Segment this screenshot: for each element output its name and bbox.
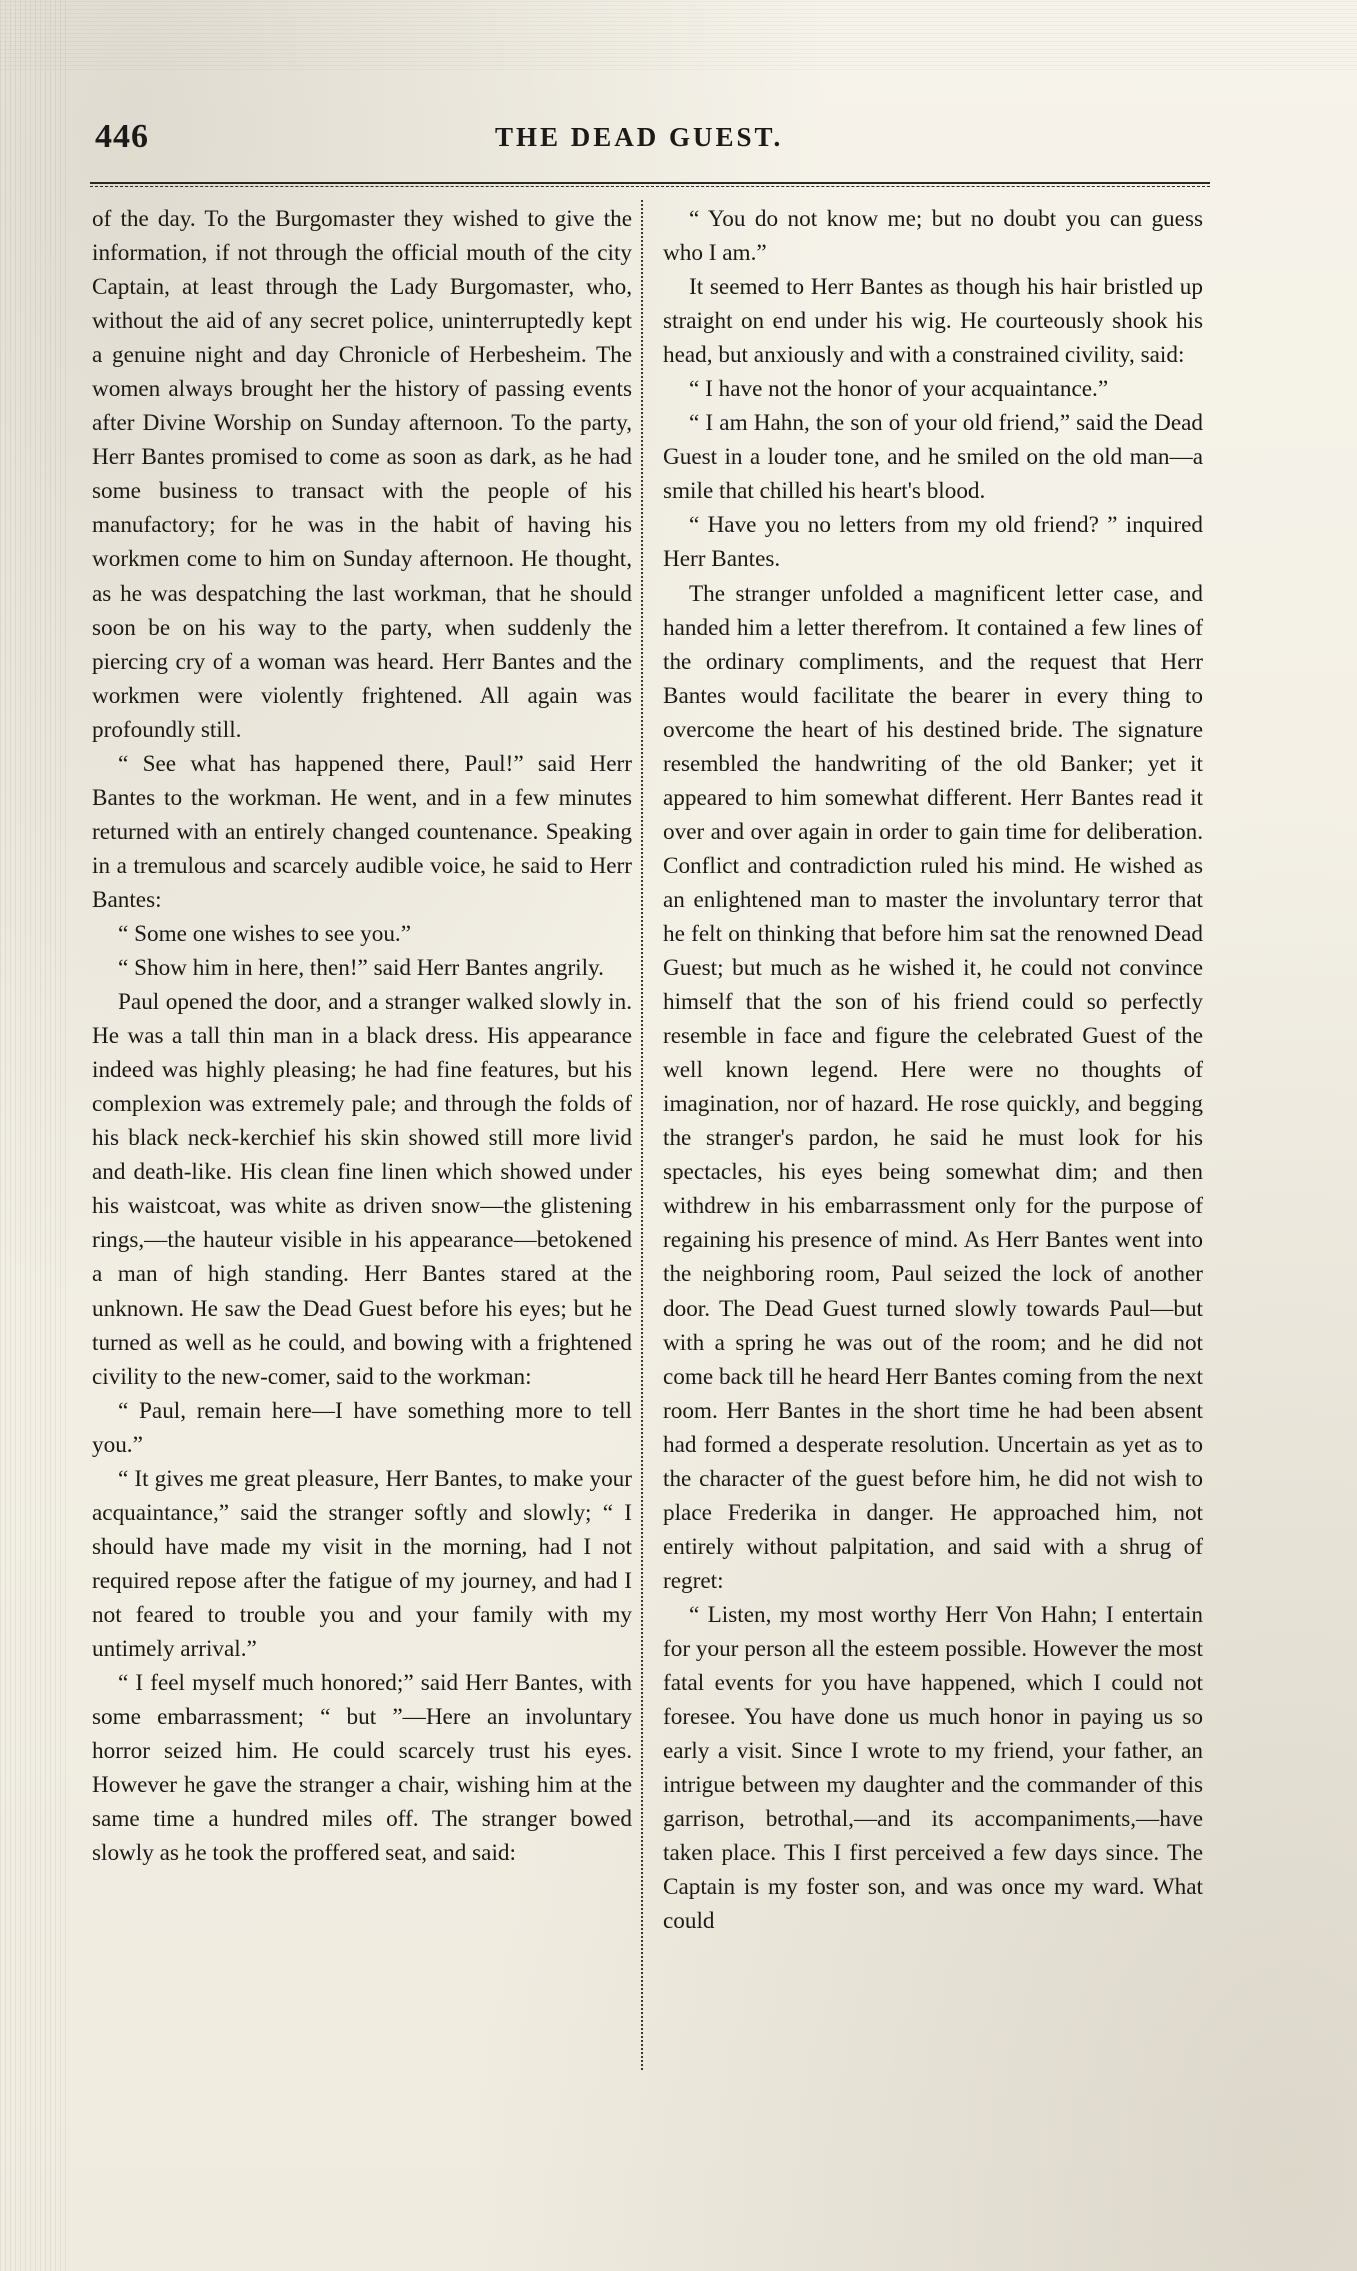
- paragraph: “ I am Hahn, the son of your old friend,” said the Dead Guest in a louder tone, and he smiled on the old man—a smile that chilled his heart's blood.: [663, 410, 1203, 505]
- paragraph: “ I have not the honor of your acquaintance.”: [689, 376, 1109, 403]
- running-title: THE DEAD GUEST.: [495, 122, 784, 152]
- left-column: [92, 202, 632, 1870]
- page-header: [95, 118, 1210, 168]
- paragraph: “ You do not know me; but no doubt you can guess who I am.”: [663, 206, 1203, 267]
- page-edge-texture: [0, 0, 70, 2271]
- header-rule: [90, 182, 1210, 184]
- page-number: 446: [95, 118, 149, 155]
- header-rule-dashed: [90, 186, 1210, 187]
- paragraph: “ Some one wishes to see you.”: [118, 920, 412, 947]
- paragraph: of the day. To the Burgomaster they wished to give the information, if not through the official mouth of the city Captain, at least through the Lady Burgomaster, who, without the aid of any secret police, uninterruptedly kept a genuine night and day Chronicle of Herbesheim. The women always brought her the history of passing events after Divine Worship on Sunday afternoon. To the party, Herr Bantes promised to come as soon as dark, as he had some business to transact with the people of his manufactory; for he was in the habit of having his workmen come to him on Sunday afternoon. He thought, as he was despatching the last workman, that he should soon be on his way to the party, when suddenly the piercing cry of a woman was heard. Herr Bantes and the workmen were violently frightened. All again was profoundly still.: [92, 206, 632, 743]
- paragraph: “ Have you no letters from my old friend? ” inquired Herr Bantes.: [663, 512, 1203, 573]
- paragraph: “ I feel myself much honored;” said Herr Bantes, with some embarrassment; “ but ”—Here an involuntary horror seized him. He could scarcely trust his eyes. However he gave the stranger a chair, wishing him at the same time a hundred miles off. The stranger bowed slowly as he took the proffered seat, and said:: [92, 1670, 632, 1867]
- column-divider: [641, 200, 643, 2070]
- paragraph: “ It gives me great pleasure, Herr Bantes, to make your acquaintance,” said the stranger softly and slowly; “ I should have made my visit in the morning, had I not required repose after the fatigue of my journey, and had I not feared to trouble you and your family with my untimely arrival.”: [92, 1465, 632, 1662]
- paragraph: “ Paul, remain here—I have something more to tell you.”: [92, 1397, 632, 1458]
- page-top-texture: [0, 0, 1357, 70]
- paragraph: Paul opened the door, and a stranger walked slowly in. He was a tall thin man in a black dress. His appearance indeed was highly pleasing; he had fine features, but his complexion was extremely pale; and through the folds of his black neck-kerchief his skin showed still more livid and death-like. His clean fine linen which showed under his waistcoat, was white as driven snow—the glistening rings,—the hauteur visible in his appearance—betokened a man of high standing. Herr Bantes stared at the unknown. He saw the Dead Guest before his eyes; but he turned as well as he could, and bowing with a frightened civility to the new-comer, said to the workman:: [92, 989, 632, 1390]
- paragraph: It seemed to Herr Bantes as though his hair bristled up straight on end under his wig. He courteously shook his head, but anxiously and with a constrained civility, said:: [663, 274, 1203, 369]
- paragraph: “ Show him in here, then!” said Herr Bantes angrily.: [118, 955, 604, 982]
- right-column: [663, 202, 1203, 1938]
- paragraph: “ Listen, my most worthy Herr Von Hahn; I entertain for your person all the esteem possible. However the most fatal events for you have happened, which I could not foresee. You have done us much honor in paying us so early a visit. Since I wrote to my friend, your father, an intrigue between my daughter and the commander of this garrison, betrothal,—and its accompaniments,—have taken place. This I first perceived a few days since. The Captain is my foster son, and was once my ward. What could: [663, 1601, 1203, 1935]
- paragraph: The stranger unfolded a magnificent letter case, and handed him a letter therefrom. It contained a few lines of the ordinary compliments, and the request that Herr Bantes would facilitate the bearer in every thing to overcome the heart of his destined bride. The signature resembled the handwriting of the old Banker; yet it appeared to him somewhat different. Herr Bantes read it over and over again in order to gain time for deliberation. Conflict and contradiction ruled his mind. He wished as an enlightened man to master the involuntary terror that he felt on thinking that before him sat the renowned Dead Guest; but much as he wished it, he could not convince himself that the son of his friend could so perfectly resemble in face and figure the celebrated Guest of the well known legend. Here were no thoughts of imagination, nor of hazard. He rose quickly, and begging the stranger's pardon, he said he must look for his spectacles, his eyes being somewhat dim; and then withdrew in his embarrassment only for the purpose of regaining his presence of mind. As Herr Bantes went into the neighboring room, Paul seized the lock of another door. The Dead Guest turned slowly towards Paul—but with a spring he was out of the room; and he did not come back till he heard Herr Bantes coming from the next room. Herr Bantes in the short time he had been absent had formed a desperate resolution. Uncertain as yet as to the character of the guest before him, he did not wish to place Frederika in danger. He approached him, not entirely without palpitation, and said with a shrug of regret:: [663, 580, 1203, 1594]
- paragraph: “ See what has happened there, Paul!” said Herr Bantes to the workman. He went, and in a few minutes returned with an entirely changed countenance. Speaking in a tremulous and scarcely audible voice, he said to Herr Bantes:: [92, 750, 632, 913]
